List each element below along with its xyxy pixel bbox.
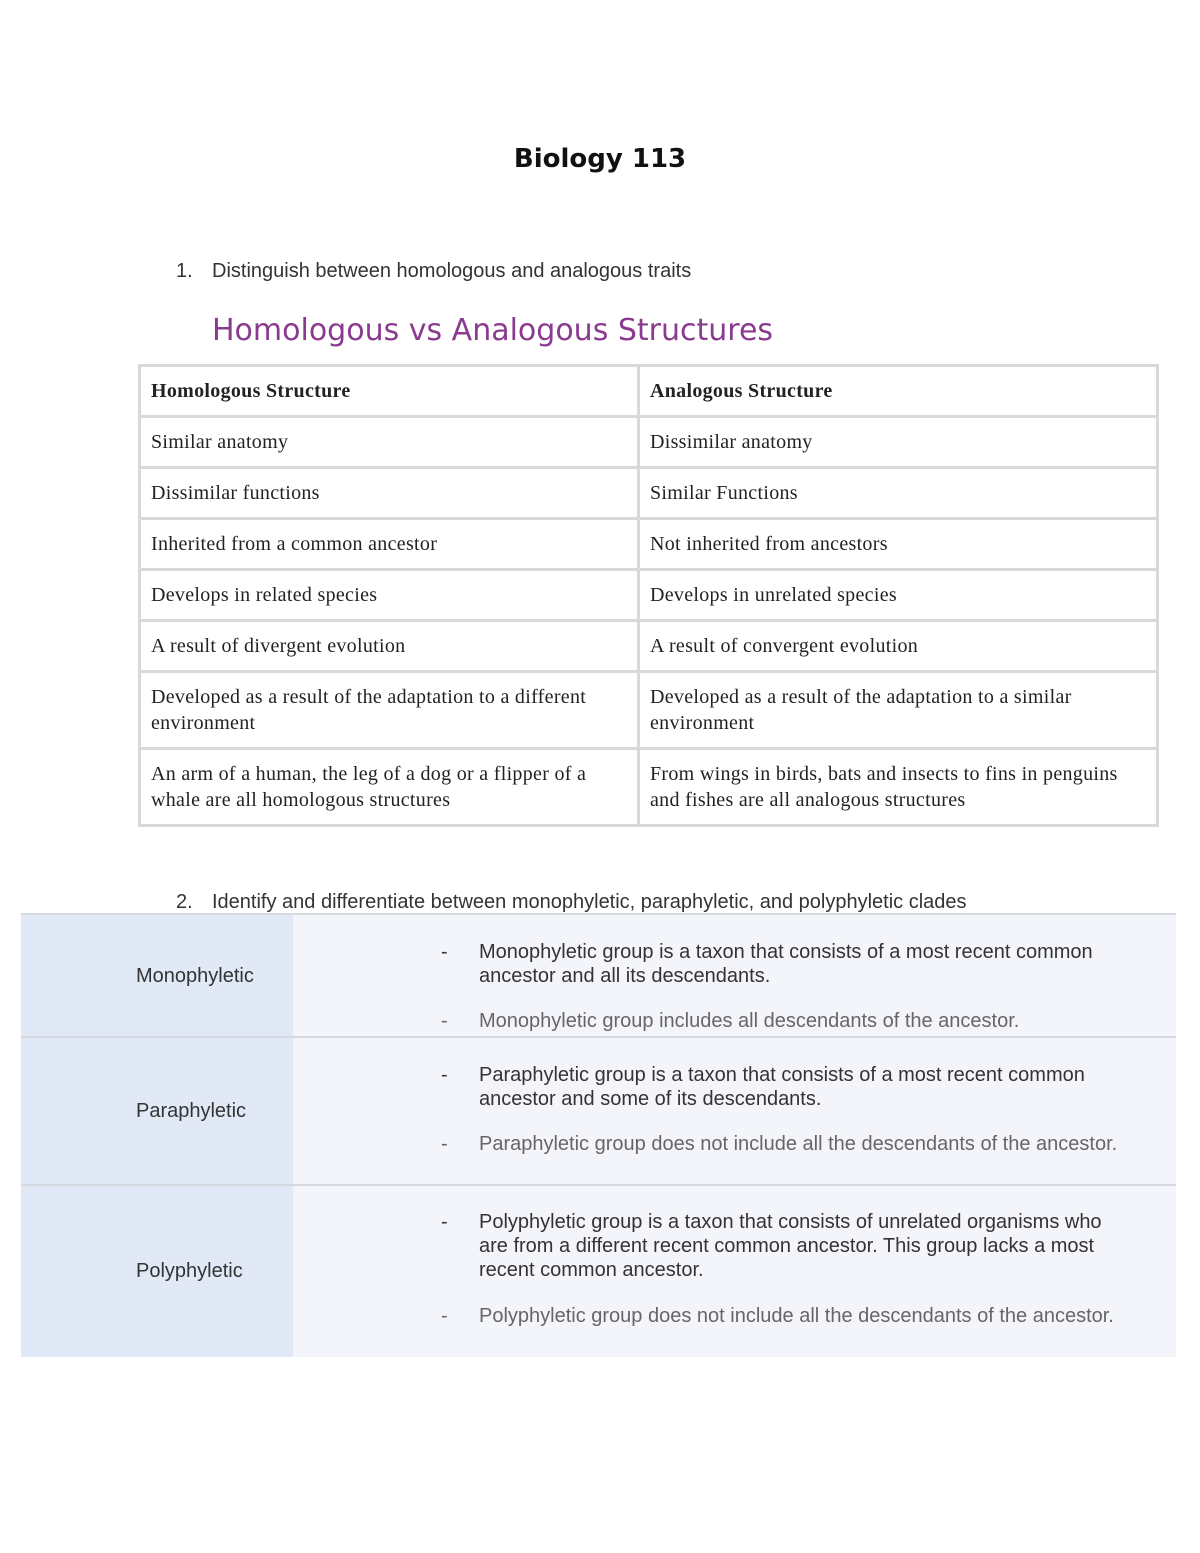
table-cell: A result of divergent evolution (140, 621, 639, 672)
clade-row-polyphyletic (21, 1184, 1176, 1357)
clade-note (441, 1009, 1131, 1033)
question-text: Distinguish between homologous and analogous traits (212, 260, 692, 282)
bullet-text: Polyphyletic group does not include all the descendants of the ancestor. (479, 1305, 1114, 1327)
clade-label: Monophyletic (21, 915, 293, 1037)
table-cell: Similar Functions (639, 468, 1158, 519)
table-cell: Not inherited from ancestors (639, 519, 1158, 570)
table-cell: Developed as a result of the adaptation to a different environment (140, 672, 639, 749)
clade-label: Polyphyletic (21, 1186, 293, 1357)
table-cell: Dissimilar anatomy (639, 417, 1158, 468)
table-header-cell: Analogous Structure (639, 366, 1158, 417)
bullet-marker: - (441, 1064, 448, 1086)
table-cell: Inherited from a common ancestor (140, 519, 639, 570)
bullet-text: Paraphyletic group is a taxon that consists of a most recent common ancestor and some of its descendants. (479, 1064, 1085, 1110)
bullet-text: Monophyletic group is a taxon that consists of a most recent common ancestor and all its descendants. (479, 941, 1093, 987)
bullet-text: Paraphyletic group does not include all the descendants of the ancestor. (479, 1133, 1118, 1155)
table-header-row (140, 366, 1158, 417)
clade-definition (441, 1210, 1131, 1282)
table-cell: Dissimilar functions (140, 468, 639, 519)
bullet-marker: - (441, 1211, 448, 1233)
clade-definition (441, 940, 1131, 988)
clade-label: Paraphyletic (21, 1038, 293, 1185)
bullet-text: Monophyletic group includes all descendants of the ancestor. (479, 1010, 1020, 1032)
question-text: Identify and differentiate between monophyletic, paraphyletic, and polyphyletic clades (212, 891, 967, 913)
question-2 (176, 891, 967, 914)
clade-row-monophyletic (21, 913, 1176, 1037)
table-cell: An arm of a human, the leg of a dog or a flipper of a whale are all homologous structures (140, 749, 639, 826)
bullet-marker: - (441, 941, 448, 963)
table-cell: A result of convergent evolution (639, 621, 1158, 672)
bullet-text: Polyphyletic group is a taxon that consists of unrelated organisms who are from a different recent common ancestor. This group lacks a most recent common ancestor. (479, 1211, 1102, 1281)
clade-definition (441, 1063, 1131, 1111)
table-cell: Develops in related species (140, 570, 639, 621)
table-row (140, 519, 1158, 570)
comparison-heading: Homologous vs Analogous Structures (212, 313, 774, 348)
table-cell: Similar anatomy (140, 417, 639, 468)
clade-note (441, 1132, 1131, 1156)
table-row (140, 417, 1158, 468)
bullet-marker: - (441, 1305, 448, 1327)
table-header-cell: Homologous Structure (140, 366, 639, 417)
question-1 (176, 260, 691, 283)
table-cell: Developed as a result of the adaptation to a similar environment (639, 672, 1158, 749)
table-row (140, 621, 1158, 672)
bullet-marker: - (441, 1010, 448, 1032)
question-number: 2. (176, 891, 193, 913)
table-row (140, 468, 1158, 519)
page-title: Biology 113 (513, 144, 687, 174)
clade-row-paraphyletic (21, 1036, 1176, 1185)
table-cell: From wings in birds, bats and insects to fins in penguins and fishes are all analogous structures (639, 749, 1158, 826)
table-row (140, 570, 1158, 621)
bullet-marker: - (441, 1133, 448, 1155)
question-number: 1. (176, 260, 193, 282)
clade-note (441, 1304, 1131, 1328)
table-row (140, 749, 1158, 826)
comparison-table (138, 364, 1159, 827)
table-row (140, 672, 1158, 749)
table-cell: Develops in unrelated species (639, 570, 1158, 621)
